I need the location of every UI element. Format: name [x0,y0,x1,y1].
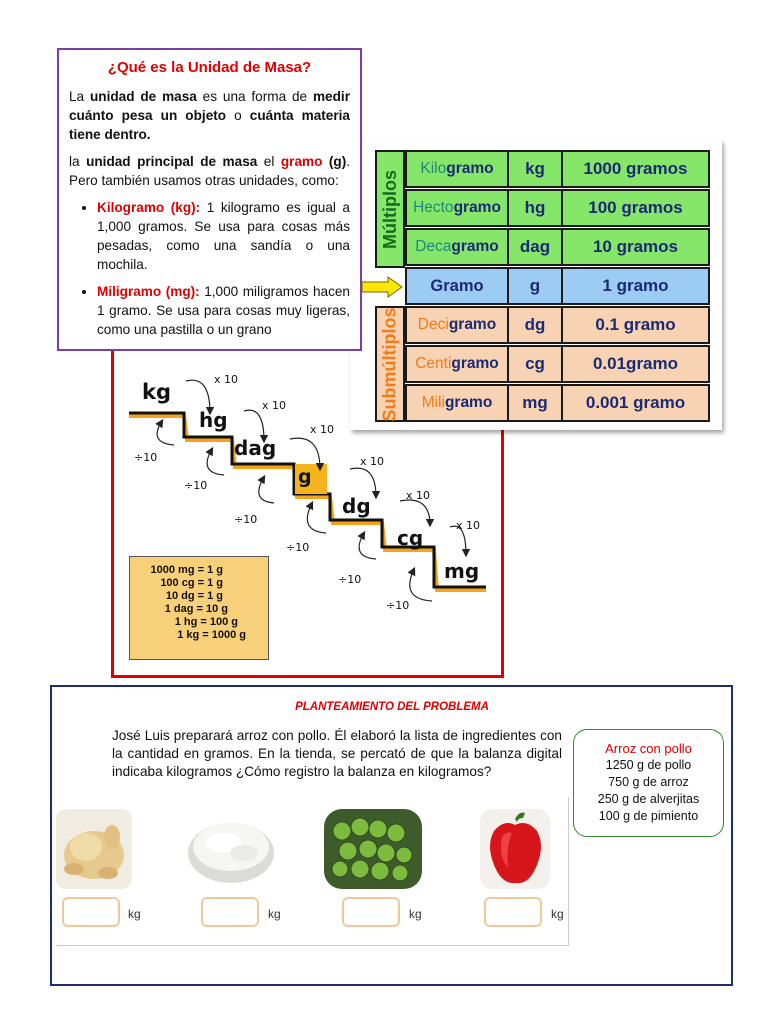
multiply-label: x 10 [262,399,287,412]
problem-title: PLANTEAMIENTO DEL PROBLEMA [295,701,489,713]
ingredient-item: 100 g de pimiento [598,809,699,823]
definition-paragraph-2: la unidad principal de masa el gramo (g). Pero también usamos otras unidades, como: [69,154,351,188]
divide-label: ÷10 [386,599,410,612]
multiples-side-label: Múltiplos [375,150,405,268]
step-label-cg: cg [397,526,424,550]
unit-equivalence: 0.01gramo [561,345,710,383]
unit-symbol: dg [507,306,563,344]
step-label-dg: dg [342,494,371,518]
unit-symbol: dag [507,228,563,266]
divide-label: ÷10 [286,541,310,554]
unit-root: gramo [448,316,497,333]
pepper-image [480,809,550,889]
unit-equivalence: 10 gramos [561,228,710,266]
unit-row-g [405,267,710,305]
conversion-line: 1 kg = 1000 g [177,629,246,641]
multiply-label: x 10 [310,423,335,436]
step-label-dag: dag [234,436,277,460]
unit-row-dg [405,306,710,344]
multiply-arrow [400,500,430,525]
unit-name [405,189,509,227]
definition-paragraph-1: La unidad de masa es una forma de medir cuánto pesa un objeto o cuánta materia tiene dentro. [69,89,350,142]
unit-symbol: kg [507,150,563,188]
unit-name [405,228,509,266]
conversion-line: 100 cg = 1 g [160,577,223,589]
conversion-line: 1 dag = 10 g [164,603,228,615]
unit-name [405,267,509,305]
ingredients-title: Arroz con pollo [605,741,692,756]
unit-label: kg [551,907,564,921]
peas-image [324,809,422,889]
unit-row-kg [405,150,710,188]
unit-root: gramo [446,160,494,177]
definition-title: ¿Qué es la Unidad de Masa? [107,59,312,76]
divide-arrow [157,421,174,445]
ingredient-item: 1250 g de pollo [605,758,692,772]
multiply-label: x 10 [406,489,431,502]
unit-equivalence: 100 gramos [561,189,710,227]
unit-row-hg [405,189,710,227]
unit-equivalence: 1000 gramos [561,150,710,188]
unit-label: kg [128,907,141,921]
rice-image [186,809,276,889]
unit-symbol: mg [507,384,563,422]
problem-box [50,685,733,986]
unit-root: gramo [453,199,501,216]
unit-equivalence: 0.001 gramo [561,384,710,422]
divide-label: ÷10 [338,573,362,586]
unit-symbol: g [507,267,563,305]
unit-symbol: cg [507,345,563,383]
conversion-line: 1000 mg = 1 g [150,564,223,576]
unit-root: Gramo [430,276,484,295]
unit-prefix: Deca [415,238,452,255]
unit-prefix: Kilo [420,160,447,177]
rice-answer-input[interactable] [201,897,259,927]
definition-box [57,48,362,351]
problem-text: José Luis preparará arroz con pollo. Él elaboró la lista de ingredientes con la cantidad en gramos. En la tienda, se percató de que la balanza digital indicaba kilogramos ¿Cómo registro la balanza en kilogramos? [112,728,562,779]
bullet-milligram: • Miligramo (mg): 1,000 miligramos hacen 1 gramo. Se usa para cosas muy ligeras, como una pastilla o un grano [97,282,350,339]
unit-equivalence: 0.1 gramo [561,306,710,344]
conversion-line: 10 dg = 1 g [165,590,223,602]
unit-root: gramo [451,238,499,255]
unit-table [350,140,722,430]
unit-prefix: Deci [417,316,449,333]
unit-row-cg [405,345,710,383]
conversion-box [129,556,269,660]
unit-root: gramo [451,355,499,372]
divide-arrow [259,477,274,503]
unit-symbol: hg [507,189,563,227]
unit-label: kg [268,907,281,921]
unit-row-mg [405,384,710,422]
bullet-kilogram: • Kilogramo (kg): 1 kilogramo es igual a 1,000 gramos. Se usa para cosas más pesadas, como una sandía o una mochila. [97,198,350,274]
unit-name [405,345,509,383]
chicken-image [56,809,132,889]
unit-name [405,384,509,422]
conversion-line: 1 hg = 100 g [174,616,238,628]
submultiples-side-label: Submúltiplos [375,306,405,422]
unit-equivalence: 1 gramo [561,267,710,305]
multiply-arrow [350,468,376,497]
unit-name [405,306,509,344]
divide-arrow [207,449,224,475]
step-label-g: g [298,466,312,488]
pepper-answer-input[interactable] [484,897,542,927]
ingredient-item: 250 g de alverjitas [597,792,700,806]
multiply-label: x 10 [360,455,385,468]
unit-prefix: Hecto [413,199,454,216]
divide-arrow [307,503,326,533]
divide-label: ÷10 [234,513,258,526]
multiply-label: x 10 [456,519,481,532]
step-label-kg: kg [142,380,171,404]
unit-prefix: Mili [421,394,445,411]
unit-name [405,150,509,188]
unit-prefix: Centi [415,355,452,372]
divide-label: ÷10 [184,479,208,492]
step-label-hg: hg [199,408,228,432]
step-label-mg: mg [444,559,480,583]
peas-answer-input[interactable] [342,897,400,927]
unit-label: kg [409,907,422,921]
chicken-answer-input[interactable] [62,897,120,927]
ingredient-item: 750 g de arroz [608,775,689,789]
unit-row-dag [405,228,710,266]
definition-bullets [69,198,350,339]
ingredients-card [573,729,724,837]
answer-area [56,797,569,946]
divide-arrow [410,569,432,601]
multiply-label: x 10 [214,373,239,386]
divide-arrow [359,533,376,559]
unit-root: gramo [444,394,493,411]
divide-label: ÷10 [134,451,158,464]
arrow-right-icon [360,276,404,298]
